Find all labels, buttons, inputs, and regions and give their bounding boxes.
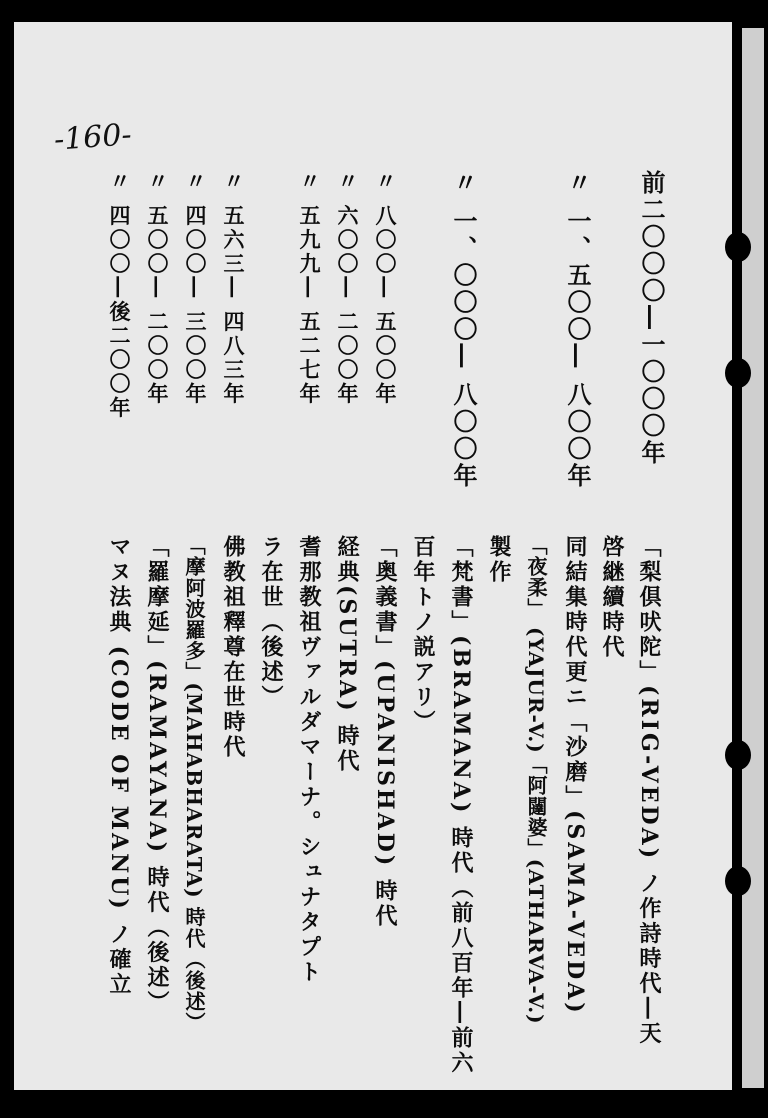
timeline-date: 前二〇〇〇―一〇〇〇年 bbox=[637, 170, 666, 467]
timeline-date: 〃 五六三― 四八三年 bbox=[221, 170, 246, 407]
timeline-description: 製作 bbox=[486, 535, 512, 585]
timeline-date: 〃 四〇〇― 三〇〇年 bbox=[183, 170, 208, 407]
timeline-description: 経典(SUTRA) 時代 bbox=[334, 535, 360, 775]
timeline-description: 耆那教祖ヴァルダマーナ。シュナタプト bbox=[296, 535, 322, 985]
timeline-date: 〃 一、〇〇〇― 八〇〇年 bbox=[449, 170, 478, 490]
timeline-description: 「梵書」(BRAMANA) 時代（前八百年―前六 bbox=[448, 535, 474, 1077]
binding-ring bbox=[725, 232, 751, 262]
timeline-date: 〃 六〇〇― 二〇〇年 bbox=[335, 170, 360, 407]
binding-ring bbox=[725, 866, 751, 896]
timeline-description: 「摩阿波羅多」(MAHABHARATA) 時代（後述） bbox=[182, 535, 206, 1033]
timeline-description: 百年トノ説アリ） bbox=[410, 535, 436, 735]
timeline-description: 佛教祖釋尊在世時代 bbox=[220, 535, 246, 760]
timeline-date: 〃 五九九― 五二七年 bbox=[297, 170, 322, 407]
timeline-description: 「羅摩延」(RAMAYANA) 時代（後述） bbox=[144, 535, 170, 1016]
timeline-date: 〃 八〇〇― 五〇〇年 bbox=[373, 170, 398, 407]
binding-ring bbox=[725, 358, 751, 388]
timeline-description: 同結集時代更ニ「沙磨」(SAMA-VEDA) bbox=[562, 535, 588, 1016]
timeline-description: 「夜柔」 (YAJUR-V.)「阿闥婆」(ATHARVA-V.) bbox=[524, 535, 548, 1025]
timeline-description: ラ在世（後述） bbox=[258, 535, 284, 710]
timeline-date: 〃 五〇〇― 二〇〇年 bbox=[145, 170, 170, 407]
binding-strip bbox=[742, 28, 764, 1088]
timeline-description: マヌ法典 (CODE OF MANU) ノ確立 bbox=[106, 535, 132, 998]
timeline-description: 「梨倶吠陀」(RIG-VEDA) ノ作詩時代―天 bbox=[636, 535, 662, 1047]
timeline-description: 啓継續時代 bbox=[599, 535, 625, 660]
timeline-description: 「奥義書」(UPANISHAD) 時代 bbox=[372, 535, 398, 929]
timeline-date: 〃 四〇〇―後二〇〇年 bbox=[107, 170, 132, 421]
page-number: -160- bbox=[52, 117, 133, 158]
timeline-date: 〃 一、五〇〇― 八〇〇年 bbox=[563, 170, 592, 490]
binding-ring bbox=[725, 740, 751, 770]
